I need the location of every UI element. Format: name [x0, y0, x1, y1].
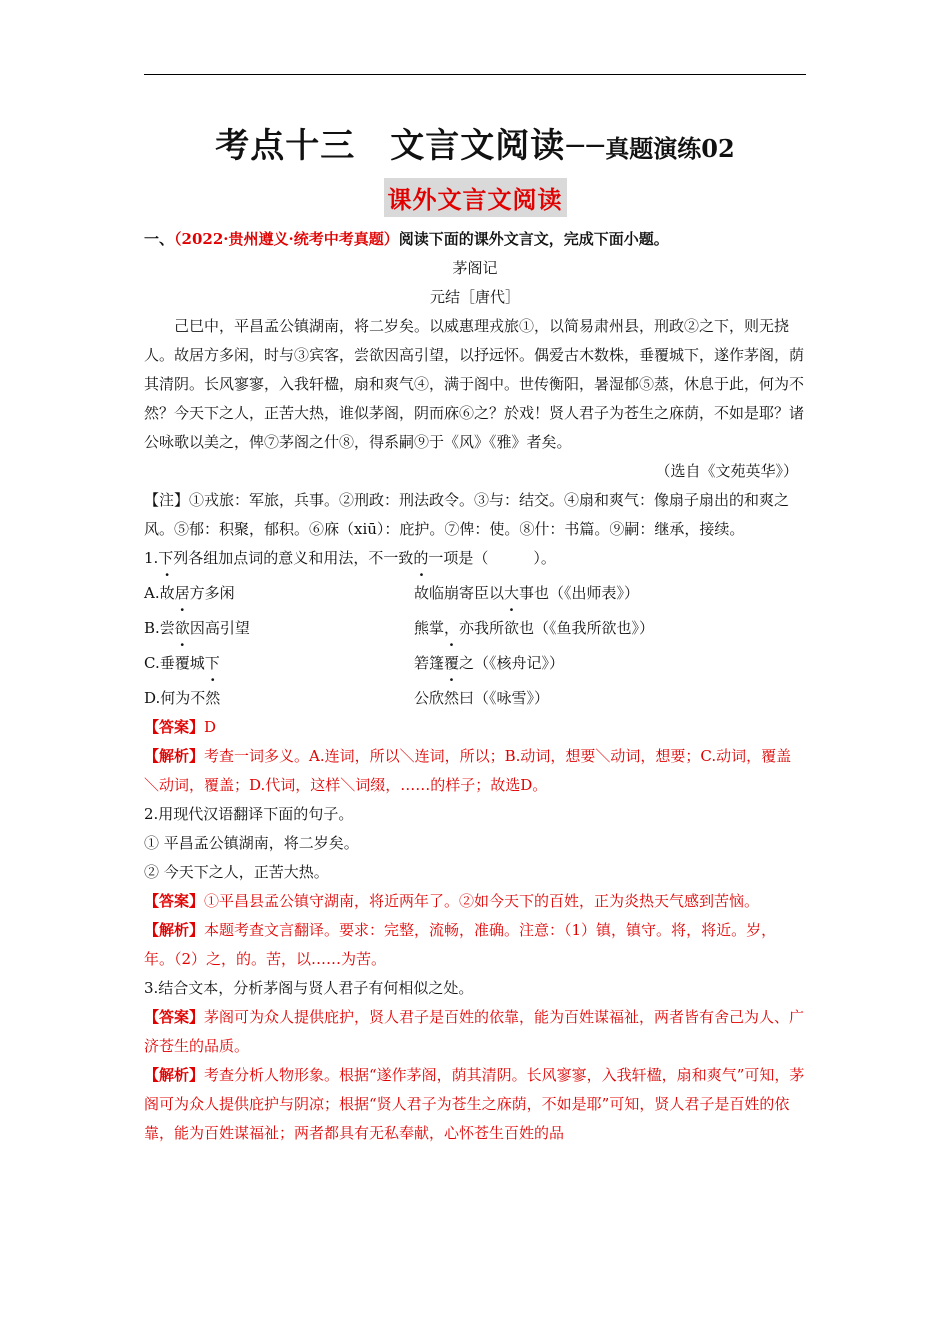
- document-body: [144, 225, 806, 1148]
- q1-option-c: C.垂覆城下 箬篷覆之（《核舟记》）: [144, 654, 565, 672]
- dotted-word: 覆: [174, 654, 190, 672]
- question-intro: [144, 225, 806, 254]
- q1-option-b: B.尝欲因高引望 熊掌，亦我所欲也（《鱼我所欲也》）: [144, 619, 655, 637]
- section-heading-label: 课外文言文阅读: [384, 178, 567, 217]
- dotted-word: 覆: [444, 654, 460, 672]
- dotted-word: 故: [414, 584, 430, 602]
- passage-source: （选自《文苑英华》）: [655, 462, 798, 480]
- title-main: 考点十三 文言文阅读: [215, 126, 566, 166]
- q1-option-a: A.故居方多闲 故临崩寄臣以大事也（《出师表》）: [144, 584, 640, 602]
- q3-analysis: 【解析】考查分析人物形象。根据“遂作茅阁，荫其清阴。长风寥寥，入我轩楹，扇和爽气”可知，茅阁可为众人提供庇护与阴凉；根据“贤人君子为苍生之庥荫，不如是耶”可知，贤人君子是百姓的依靠，能为百姓谋福祉；两者都具有无私奉献，心怀苍生百姓的品: [144, 1066, 805, 1142]
- dotted-word: 欲: [504, 619, 520, 637]
- q1-answer: 【答案】D: [144, 718, 217, 736]
- dotted-word: 然: [205, 689, 221, 707]
- passage-title: 茅阁记: [452, 259, 498, 277]
- passage-notes: 【注】①戎旅：军旅，兵事。②刑政：刑法政令。③与：结交。④扇和爽气：像扇子扇出的和爽之风。⑤郁：积聚，郁积。⑥庥（xiū）：庇护。⑦俾：使。⑧什：书篇。⑨嗣：继承，接续。: [144, 491, 790, 538]
- q1-stem: 1.下列各组加点词的意义和用法，不一致的一项是（ ）。: [144, 549, 556, 567]
- question-instruction: 阅读下面的课外文言文，完成下面小题。: [398, 230, 669, 248]
- q3-answer: 【答案】茅阁可为众人提供庇护，贤人君子是百姓的依靠，能为百姓谋福祉，两者皆有舍己为人、广济苍生的品质。: [144, 1008, 805, 1055]
- dotted-word: 然: [444, 689, 460, 707]
- q2-sentence-1: ① 平昌孟公镇湖南，将二岁矣。: [144, 834, 359, 852]
- q2-sentence-2: ② 今天下之人，正苦大热。: [144, 863, 329, 881]
- section-heading: [0, 178, 950, 217]
- q3-stem: 3.结合文本，分析茅阁与贤人君子有何相似之处。: [144, 979, 474, 997]
- title-sub: 真题演练02: [605, 134, 735, 163]
- q1-options: [144, 573, 806, 713]
- page-title: [0, 118, 950, 167]
- q2-stem: 2.用现代汉语翻译下面的句子。: [144, 805, 354, 823]
- dotted-word: 欲: [174, 619, 190, 637]
- q2-answer: 【答案】①平昌县孟公镇守湖南，将近两年了。②如今天下的百姓，正为炎热天气感到苦恼。: [144, 892, 760, 910]
- passage-body: 己巳中，平昌孟公镇湖南，将二岁矣。以威惠理戎旅①，以简易肃州县，刑政②之下，则无挠人。故居方多闲，时与③宾客，尝欲因高引望，以抒远怀。偶爱古木数株，垂覆城下，遂作茅阁，荫其清阴。长风寥寥，入我轩楹，扇和爽气④，满于阁中。世传衡阳，暑湿郁⑤蒸，休息于此，何为不然？今天下之人，正苦大热，谁似茅阁，阴而庥⑥之？於戏！贤人君子为苍生之庥荫，不如是耶？诸公咏歌以美之，俾⑦茅阁之什⑧，得系嗣⑨于《风》《雅》者矣。: [144, 317, 805, 451]
- question-number: 一、: [144, 230, 175, 248]
- title-dash: ——: [565, 132, 606, 156]
- question-source: （2022·贵州遵义·统考中考真题）: [174, 230, 399, 248]
- q1-option-d: D.何为不然 公欣然曰（《咏雪》）: [144, 689, 550, 707]
- passage-author: 元结［唐代］: [429, 288, 520, 306]
- dotted-word: 故: [159, 584, 175, 602]
- q2-analysis: 【解析】本题考查文言翻译。要求：完整，流畅，准确。注意：（1）镇，镇守。将，将近。岁，年。（2）之，的。苦，以……为苦。: [144, 921, 777, 968]
- top-rule: [144, 74, 806, 75]
- q1-analysis: 【解析】考查一词多义。A.连词，所以＼连词，所以；B.动词，想要＼动词，想要；C.动词，覆盖＼动词，覆盖；D.代词，这样＼词缀，……的样子；故选D。: [144, 747, 792, 794]
